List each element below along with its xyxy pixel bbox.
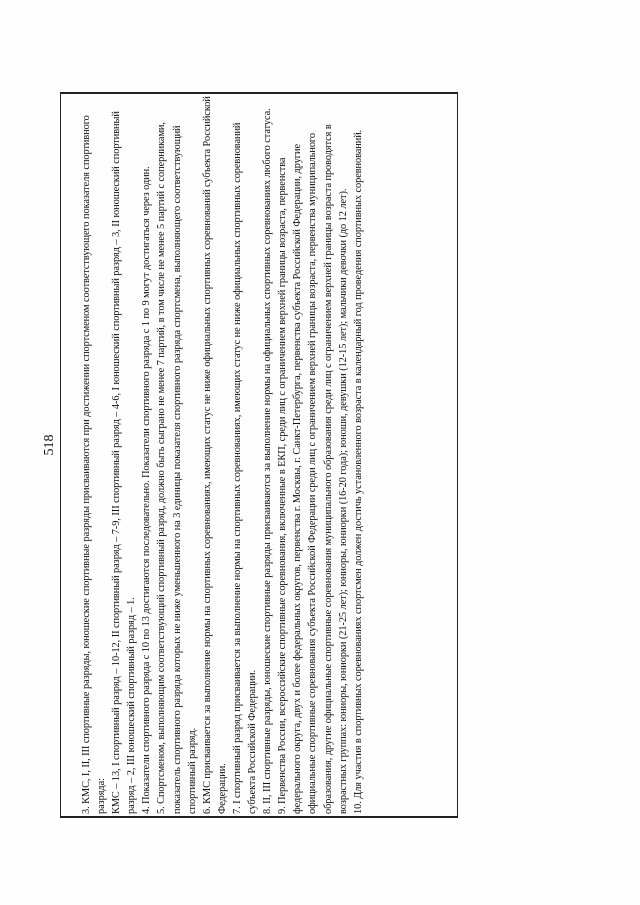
page-number: 518 (42, 434, 57, 456)
note-paragraph-9: 9. Первенства России, всероссийские спортивные соревнования, включенные в ЕКП, среди лиц с ограничением верхней границы возраста, первенства федерального округа, двух и более федеральных округов, первенства г. Москвы, г. Санкт-Петербурга, первенства субъекта Российской Федерации, другие официальные спортивные соревнования субъекта Российской Федерации среди лиц с ограничением верхней границы возраста, первенства муниципального образования, другие официальные спортивные соревнования муниципального образования среди лиц с ограничением верхней границы возраста проводятся в возрастных группах: юниоры, юниорки (21-25 лет); юниоры, юниорки (16-20 года); юноши, девушки (12-15 лет); мальчики девочки (до 12 лет). (277, 124, 349, 814)
table-cell-frame (60, 93, 458, 818)
table-left-border (60, 816, 458, 817)
note-paragraph-10: 10. Для участия в спортивных соревнованиях спортсмен должен достичь установленного возраста в календарный год проведения спортивных соревнований. (352, 129, 364, 814)
table-right-border (60, 92, 458, 93)
note-paragraph-3: 3. КМС, I, II, III спортивные разряды, юношеские спортивные разряды присваиваются при достижении спортсменом соответствующего показателя спортивного разряда: (81, 115, 108, 814)
note-paragraph-4: 4. Показатели спортивного разряда с 10 по 13 достигаются последовательно. Показатели спортивного разряда с 1 по 9 могут достигаться через один. (141, 166, 153, 814)
table-bottom-border (457, 94, 458, 817)
note-paragraph-7: 7. I спортивный разряд присваивается за выполнение нормы на спортивных соревнованиях, имеющих статус не ниже официальных спортивных соревнований субъекта Российской Федерации. (231, 122, 259, 814)
table-top-border (60, 94, 61, 817)
rotated-table-content (60, 93, 458, 818)
notes-text-column (79, 96, 451, 814)
note-paragraph-6: 6. КМС присваивается за выполнение нормы на спортивных соревнованиях, имеющих статус не ниже официальных спортивных соревнований субъекта Российской Федерации. (201, 96, 228, 814)
note-paragraph-8: 8. II, III спортивные разряды, юношеские спортивные разряды присваиваются за выполнение нормы на официальных спортивных соревнованиях любого статуса. (262, 108, 274, 814)
note-paragraph-5: 5. Спортсменом, выполняющим соответствующий спортивный разряд, должно быть сыграно не менее 7 партий, в том числе не менее 5 партий с соперниками, показатель спортивного разряда которых не ниже уменьшенного на 3 единицы показателя спортивного разряда спортсмена, выполняющего соответствующий спортивный разряд. (156, 122, 198, 814)
note-paragraph-rank-values: КМС – 13, I спортивный разряд – 10-12, II спортивный разряд – 7-9, III спортивный разряд – 4-6, I юношеский спортивный разряд – 3, II юношеский спортивный разряд – 2, III юношеский спортивный разряд – 1. (111, 111, 138, 814)
